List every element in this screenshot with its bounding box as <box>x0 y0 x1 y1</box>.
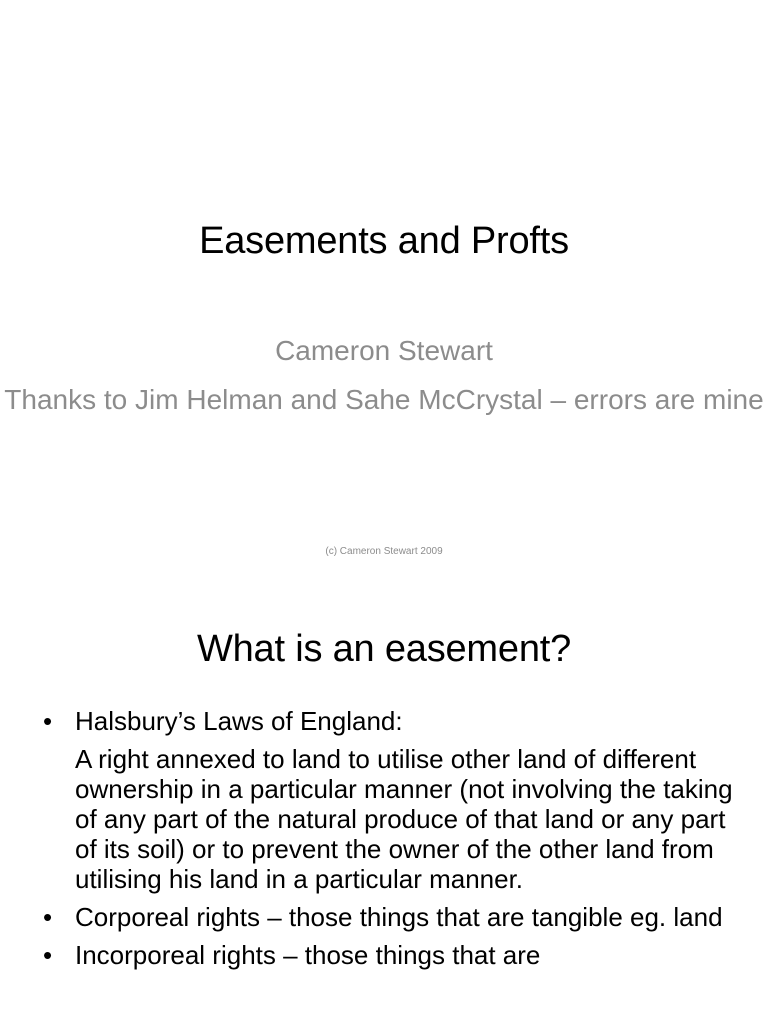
bullet-text: Corporeal rights – those things that are tangible eg. land <box>75 902 723 932</box>
slide-title: What is an easement? <box>196 628 572 670</box>
bullet-list <box>0 706 768 970</box>
bullet-item <box>0 940 768 970</box>
bullet-text: Incorporeal rights – those things that are <box>75 940 541 970</box>
slide-author: Cameron Stewart <box>275 335 493 366</box>
bullet-icon: • <box>43 706 53 736</box>
content-slide <box>0 580 768 1024</box>
bullet-item <box>0 706 768 894</box>
bullet-icon: • <box>43 902 53 932</box>
slide-title: Easements and Profts <box>199 220 569 262</box>
bullet-quote: A right annexed to land to utilise other land of different ownership in a particular manner (not involving the taking of any part of the natural produce of that land or any part of its soil) or to prevent the owner of the other land from utilising his land in a particular manner. <box>75 744 733 894</box>
slide-footer-copyright: (c) Cameron Stewart 2009 <box>325 546 443 557</box>
bullet-text: Halsbury’s Laws of England: <box>75 706 403 736</box>
slide-acknowledgement: Thanks to Jim Helman and Sahe McCrystal – errors are mine <box>4 384 764 415</box>
bullet-icon: • <box>43 940 53 970</box>
bullet-item <box>0 902 768 932</box>
